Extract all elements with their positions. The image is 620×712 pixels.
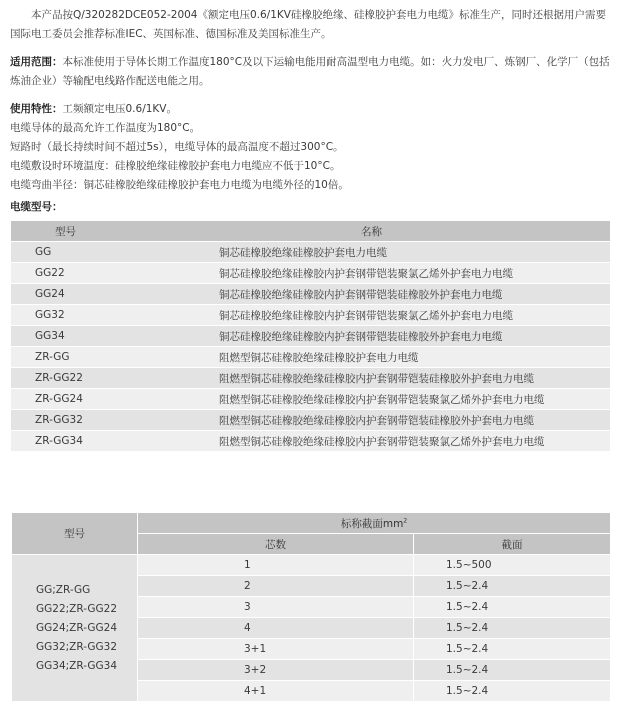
area-cell: 1.5~2.4 — [414, 681, 611, 702]
model-cell: GG24 — [11, 284, 219, 305]
spec-model-header: 型号 — [12, 513, 138, 555]
core-cell: 3+2 — [138, 660, 414, 681]
spec-section-header — [138, 513, 611, 534]
feature-line: 电缆敷设时环境温度：硅橡胶绝缘硅橡胶护套电力电缆应不低于10°C。 — [10, 160, 341, 172]
features-block — [10, 100, 612, 195]
area-cell: 1.5~2.4 — [414, 639, 611, 660]
cable-types-table — [11, 221, 610, 451]
table-row — [11, 431, 610, 452]
name-cell: 阻燃型铜芯硅橡胶绝缘硅橡胶内护套钢带铠装硅橡胶外护套电力电缆 — [219, 368, 610, 389]
table-row — [11, 389, 610, 410]
table-row — [11, 284, 610, 305]
core-header: 芯数 — [138, 534, 414, 555]
table-row — [11, 242, 610, 263]
area-cell: 1.5~2.4 — [414, 618, 611, 639]
section-header-sup: 2 — [403, 517, 408, 524]
name-cell: 阻燃型铜芯硅橡胶绝缘硅橡胶内护套钢带铠装聚氯乙烯外护套电力电缆 — [219, 431, 610, 452]
table-row — [12, 555, 611, 576]
model-cell: ZR-GG32 — [11, 410, 219, 431]
features-heading: 使用特性： — [10, 103, 63, 115]
table-row — [11, 326, 610, 347]
table-row — [11, 263, 610, 284]
feature-line: 电缆导体的最高允许工作温度为180°C。 — [10, 122, 201, 134]
section-header-text: 标称截面mm — [340, 517, 404, 530]
name-cell: 阻燃型铜芯硅橡胶绝缘硅橡胶内护套钢带铠装硅橡胶外护套电力电缆 — [219, 410, 610, 431]
model-cell: GG22 — [11, 263, 219, 284]
scope-paragraph — [10, 53, 612, 91]
table-row — [11, 368, 610, 389]
name-cell: 阻燃型铜芯硅橡胶绝缘硅橡胶护套电力电缆 — [219, 347, 610, 368]
name-cell: 铜芯硅橡胶绝缘硅橡胶内护套钢带铠装聚氯乙烯外护套电力电缆 — [219, 263, 610, 284]
spec-table — [11, 512, 611, 702]
cable-types-heading: 电缆型号： — [10, 201, 63, 213]
model-item: GG34;ZR-GG34 — [36, 659, 118, 672]
model-cell: ZR-GG24 — [11, 389, 219, 410]
scope-heading: 适用范围： — [10, 56, 63, 68]
core-cell: 1 — [138, 555, 414, 576]
feature-line: 电缆弯曲半径：铜芯硅橡胶绝缘硅橡胶护套电力电缆为电缆外径的10倍。 — [10, 179, 349, 191]
name-cell: 铜芯硅橡胶绝缘硅橡胶内护套钢带铠装硅橡胶外护套电力电缆 — [219, 326, 610, 347]
area-cell: 1.5~2.4 — [414, 576, 611, 597]
intro-paragraph: 本产品按Q/320282DCE052-2004《额定电压0.6/1KV硅橡胶绝缘、硅橡胶护套电力电缆》标准生产，同时还根据用户需要国际电工委员会推荐标准IEC、英国标准、德国标准及美国标准生产。 — [10, 9, 606, 40]
core-cell: 4 — [138, 618, 414, 639]
area-cell: 1.5~2.4 — [414, 660, 611, 681]
name-cell: 阻燃型铜芯硅橡胶绝缘硅橡胶内护套钢带铠装聚氯乙烯外护套电力电缆 — [219, 389, 610, 410]
model-item: GG22;ZR-GG22 — [36, 602, 118, 615]
core-cell: 3+1 — [138, 639, 414, 660]
core-cell: 2 — [138, 576, 414, 597]
features-first: 工频额定电压0.6/1KV。 — [62, 103, 177, 115]
core-cell: 4+1 — [138, 681, 414, 702]
model-cell: ZR-GG34 — [11, 431, 219, 452]
table-header-row — [11, 221, 610, 242]
area-header: 截面 — [414, 534, 611, 555]
name-cell: 铜芯硅橡胶绝缘硅橡胶内护套钢带铠装硅橡胶外护套电力电缆 — [219, 284, 610, 305]
spec-header-row — [12, 513, 611, 534]
name-cell: 铜芯硅橡胶绝缘硅橡胶内护套钢带铠装聚氯乙烯外护套电力电缆 — [219, 305, 610, 326]
table-row — [11, 410, 610, 431]
model-cell: ZR-GG — [11, 347, 219, 368]
features-first-line — [10, 100, 612, 119]
model-cell: GG — [11, 242, 219, 263]
scope-text: 本标准使用于导体长期工作温度180°C及以下运输电能用耐高温型电力电缆。如：火力发电厂、炼钢厂、化学厂（包括炼油企业）等输配电线路作配送电能之用。 — [10, 56, 610, 87]
name-cell: 铜芯硅橡胶绝缘硅橡胶护套电力电缆 — [219, 242, 610, 263]
model-item: GG24;ZR-GG24 — [36, 621, 118, 634]
area-cell: 1.5~500 — [414, 555, 611, 576]
feature-line: 短路时（最长持续时间不超过5s），电缆导体的最高温度不超过300°C。 — [10, 141, 344, 153]
core-cell: 3 — [138, 597, 414, 618]
model-cell: ZR-GG22 — [11, 368, 219, 389]
table-row — [11, 347, 610, 368]
model-list-cell — [12, 555, 138, 702]
model-cell: GG32 — [11, 305, 219, 326]
table-row — [11, 305, 610, 326]
model-item: GG32;ZR-GG32 — [36, 640, 118, 653]
area-cell: 1.5~2.4 — [414, 597, 611, 618]
model-item: GG;ZR-GG — [36, 583, 91, 596]
column-header-model: 型号 — [11, 221, 219, 242]
column-header-name: 名称 — [219, 221, 610, 242]
model-cell: GG34 — [11, 326, 219, 347]
